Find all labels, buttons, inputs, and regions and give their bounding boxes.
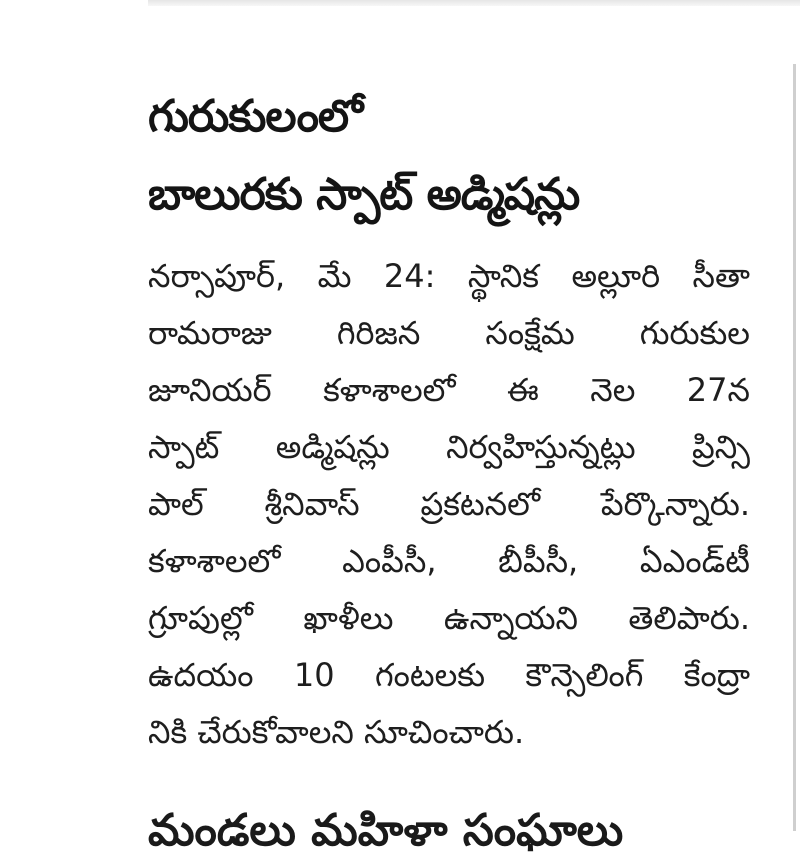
article-body xyxy=(148,248,750,761)
next-article-headline: మండలు మహిళా సంఘాలు xyxy=(148,805,624,856)
article-headline xyxy=(148,78,750,234)
body-line-7: గ్రూపుల్లో ఖాళీలు ఉన్నాయని తెలిపారు. xyxy=(148,599,750,637)
body-line-2: రామరాజు గిరిజన సంక్షేమ గురుకుల xyxy=(148,314,750,352)
headline-line-2: బాలురకు స్పాట్ అడ్మిషన్లు xyxy=(148,169,580,220)
top-divider xyxy=(148,0,800,6)
body-line-8: ఉదయం 10 గంటలకు కౌన్సెలింగ్ కేంద్రా xyxy=(148,656,750,694)
body-line-9: నికి చేరుకోవాలని సూచించారు. xyxy=(148,713,525,751)
news-article xyxy=(148,78,750,761)
body-line-1: నర్సాపూర్, మే 24: స్థానిక అల్లూరి సీతా xyxy=(148,257,750,295)
body-line-5: పాల్ శ్రీనివాస్ ప్రకటనలో పేర్కొన్నారు. xyxy=(148,485,750,523)
body-line-4: స్పాట్ అడ్మిషన్లు నిర్వహిస్తున్నట్లు ప్రిన్సి xyxy=(148,428,750,466)
body-line-6: కళాశాలలో ఎంపీసీ, బీపీసీ, ఏఎండ్‌టీ xyxy=(148,542,750,580)
body-line-3: జూనియర్ కళాశాలలో ఈ నెల 27న xyxy=(148,371,750,409)
column-divider xyxy=(793,64,796,831)
headline-line-1: గురుకులంలో xyxy=(148,91,363,142)
